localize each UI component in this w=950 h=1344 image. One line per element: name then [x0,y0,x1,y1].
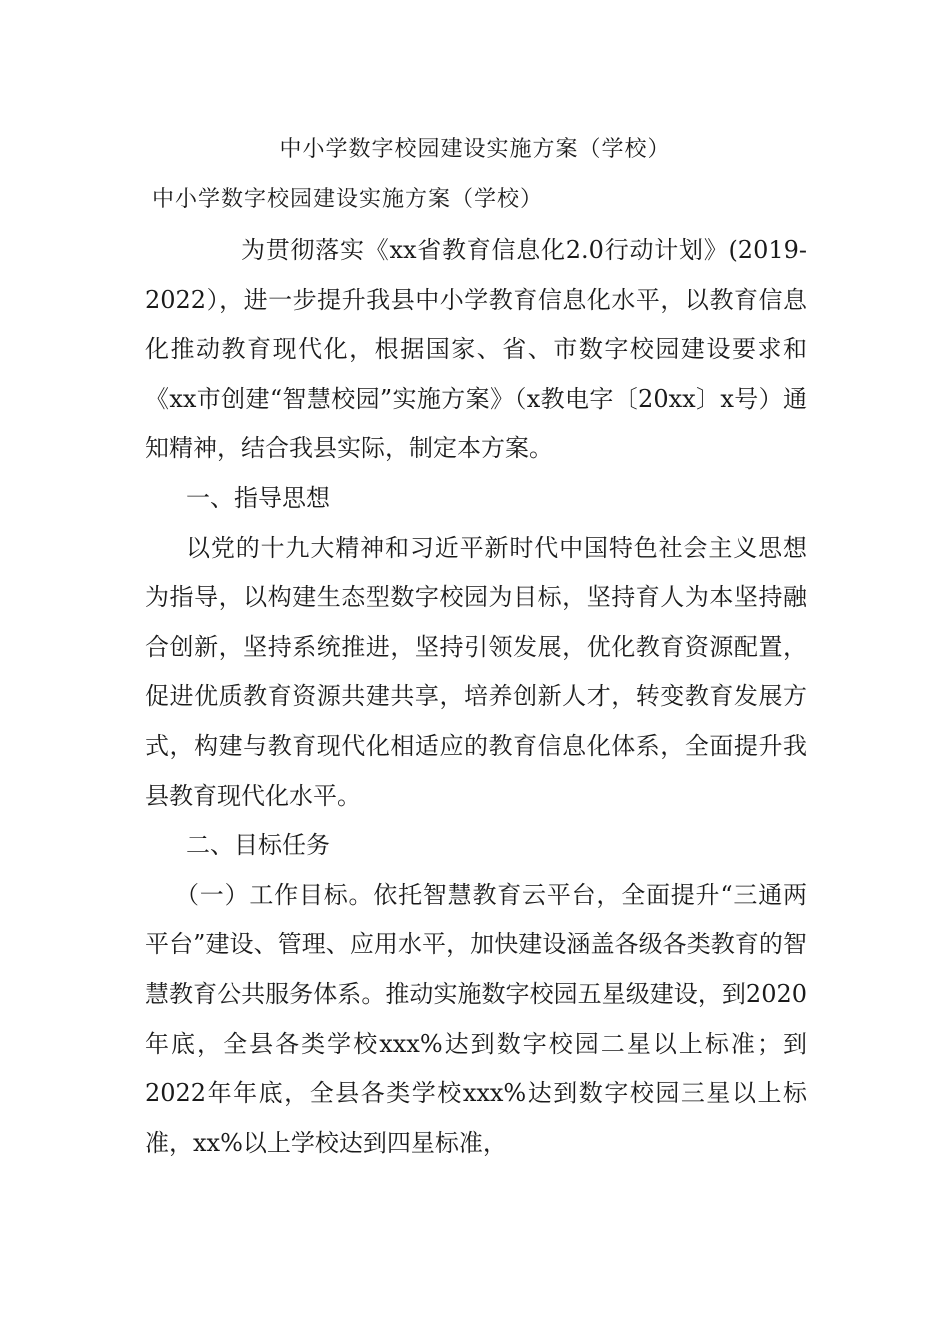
document-subtitle: 中小学数字校园建设实施方案（学校） [152,187,544,212]
document-title: 中小学数字校园建设实施方案（学校） [279,137,671,162]
guiding-ideology-paragraph: 以党的十九大精神和习近平新时代中国特色社会主义思想为指导，以构建生态型数字校园为目标，坚持育人为本坚持融合创新，坚持系统推进，坚持引领发展，优化教育资源配置，促进优质教育资源共建共享，培养创新人才，转变教育发展方式，构建与教育现代化相适应的教育信息化体系，全面提升我县教育现代化水平。 [145,533,807,810]
section-heading-guiding-ideology: 一、指导思想 [186,483,330,512]
intro-paragraph: 为贯彻落实《xx省教育信息化2.0行动计划》(2019-2022），进一步提升我县中小学教育信息化水平，以教育信息化推动教育现代化，根据国家、省、市数字校园建设要求和《xx市创建“智慧校园”实施方案》（x教电字〔20xx〕x号）通知精神，结合我县实际，制定本方案。 [145,236,807,463]
document-body [145,226,807,1168]
work-goals-paragraph: （一）工作目标。依托智慧教育云平台，全面提升“三通两平台”建设、管理、应用水平，加快建设涵盖各级各类教育的智慧教育公共服务体系。推动实施数字校园五星级建设，到2020年底，全县各类学校xxx%达到数字校园二星以上标准；到2022年年底，全县各类学校xxx%达到数字校园三星以上标准，xx%以上学校达到四星标准， [145,880,807,1157]
section-heading-goals-tasks: 二、目标任务 [186,831,330,860]
